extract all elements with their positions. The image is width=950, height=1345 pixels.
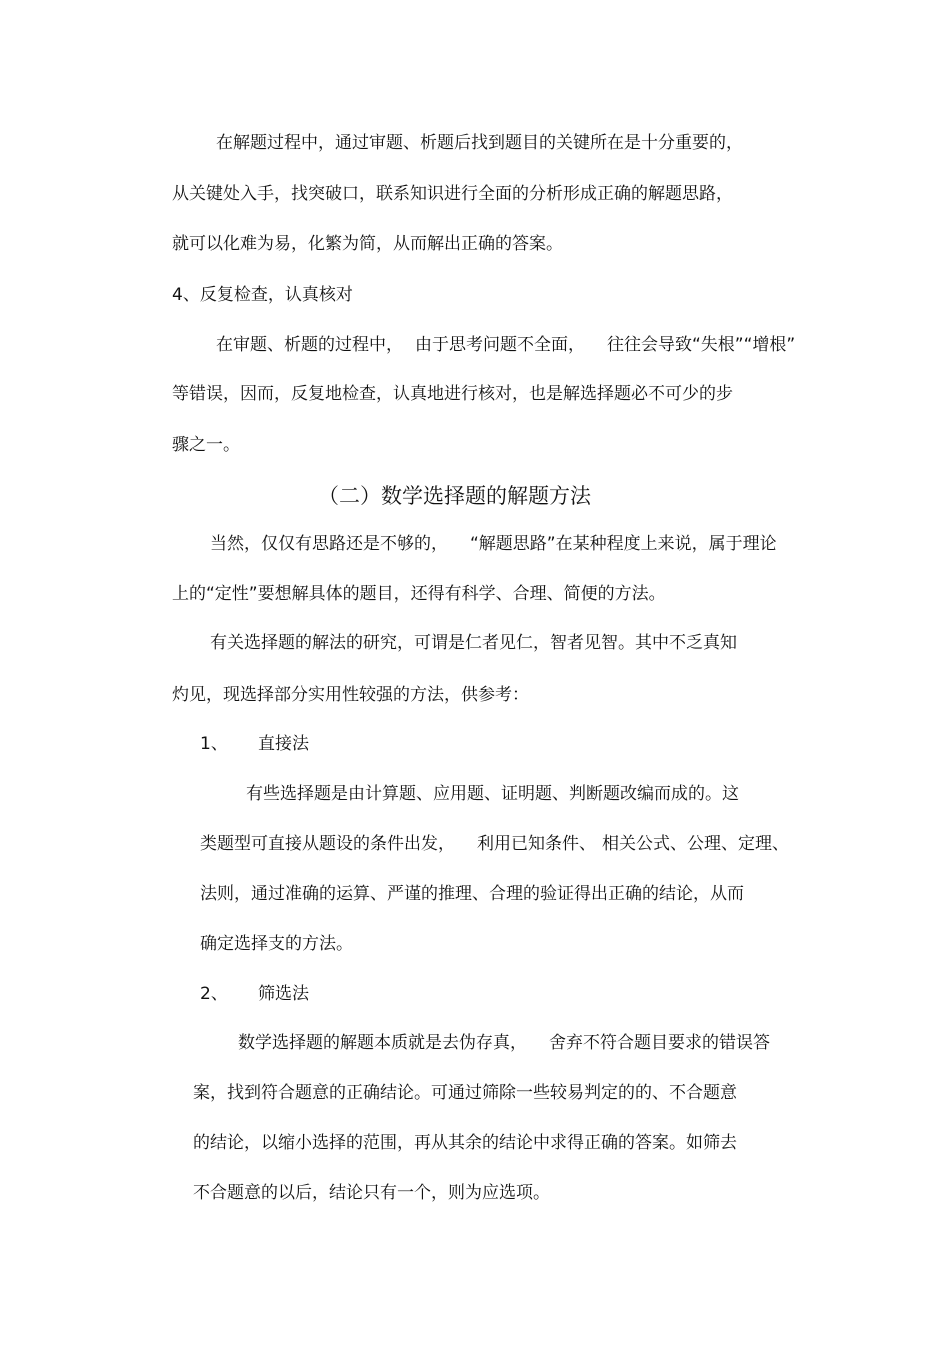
method-1-line-2-part-c: 相关公式、公理、定理、 — [602, 834, 789, 854]
method-1-name: 直接法 — [258, 734, 309, 754]
method-1-line-2-part-b: 利用已知条件、 — [477, 834, 596, 854]
part-2-para-2-line-1: 有关选择题的解法的研究，可谓是仁者见仁，智者见智。其中不乏真知 — [210, 633, 737, 653]
method-1-line-2 — [200, 833, 789, 855]
paragraph-1-line-2: 从关键处入手，找突破口，联系知识进行全面的分析形成正确的解题思路， — [172, 184, 733, 204]
part-2-para-1-line-2: 上的“定性”要想解具体的题目，还得有科学、合理、简便的方法。 — [172, 584, 666, 604]
paragraph-1-line-1: 在解题过程中，通过审题、析题后找到题目的关键所在是十分重要的， — [216, 133, 743, 153]
section-4-line-1-part-b: 由于思考问题不全面， — [415, 335, 585, 355]
part-2-para-1-line-1-part-a: 当然，仅仅有思路还是不够的， — [210, 534, 448, 554]
method-1-line-1: 有些选择题是由计算题、应用题、证明题、判断题改编而成的。这 — [246, 784, 739, 804]
section-4-line-2: 等错误，因而，反复地检查，认真地进行核对，也是解选择题必不可少的步 — [172, 384, 733, 404]
section-4-line-1-part-c: 往往会导致“失根”“增根” — [607, 335, 796, 355]
method-2-number: 2、 — [200, 984, 228, 1004]
section-4-heading: 4、反复检查，认真核对 — [172, 285, 353, 305]
paragraph-1-line-3: 就可以化难为易，化繁为简，从而解出正确的答案。 — [172, 234, 563, 254]
section-4-line-1-part-a: 在审题、析题的过程中， — [216, 335, 403, 355]
method-2-line-1-part-a: 数学选择题的解题本质就是去伪存真， — [238, 1033, 527, 1053]
part-2-para-1-line-1-part-b: “解题思路”在某种程度上来说，属于理论 — [470, 534, 777, 554]
method-1-line-4: 确定选择支的方法。 — [200, 934, 353, 954]
method-1-number: 1、 — [200, 734, 228, 754]
method-2-line-1 — [238, 1032, 770, 1054]
part-2-para-2-line-2: 灼见，现选择部分实用性较强的方法，供参考： — [172, 685, 529, 705]
method-2-line-1-part-b: 舍弃不符合题目要求的错误答 — [549, 1033, 770, 1053]
method-1-line-3: 法则，通过准确的运算、严谨的推理、合理的验证得出正确的结论，从而 — [200, 884, 744, 904]
method-2-line-4: 不合题意的以后，结论只有一个，则为应选项。 — [193, 1183, 550, 1203]
part-2-para-1-line-1 — [210, 533, 777, 555]
section-4-line-1 — [216, 334, 795, 356]
section-4-line-3: 骤之一。 — [172, 435, 240, 455]
method-2-name: 筛选法 — [258, 984, 309, 1004]
method-2-line-2: 案，找到符合题意的正确结论。可通过筛除一些较易判定的的、不合题意 — [193, 1083, 737, 1103]
method-1-line-2-part-a: 类题型可直接从题设的条件出发， — [200, 834, 455, 854]
method-2-line-3: 的结论，以缩小选择的范围，再从其余的结论中求得正确的答案。如筛去 — [193, 1133, 737, 1153]
section-title: （二）数学选择题的解题方法 — [318, 484, 591, 508]
